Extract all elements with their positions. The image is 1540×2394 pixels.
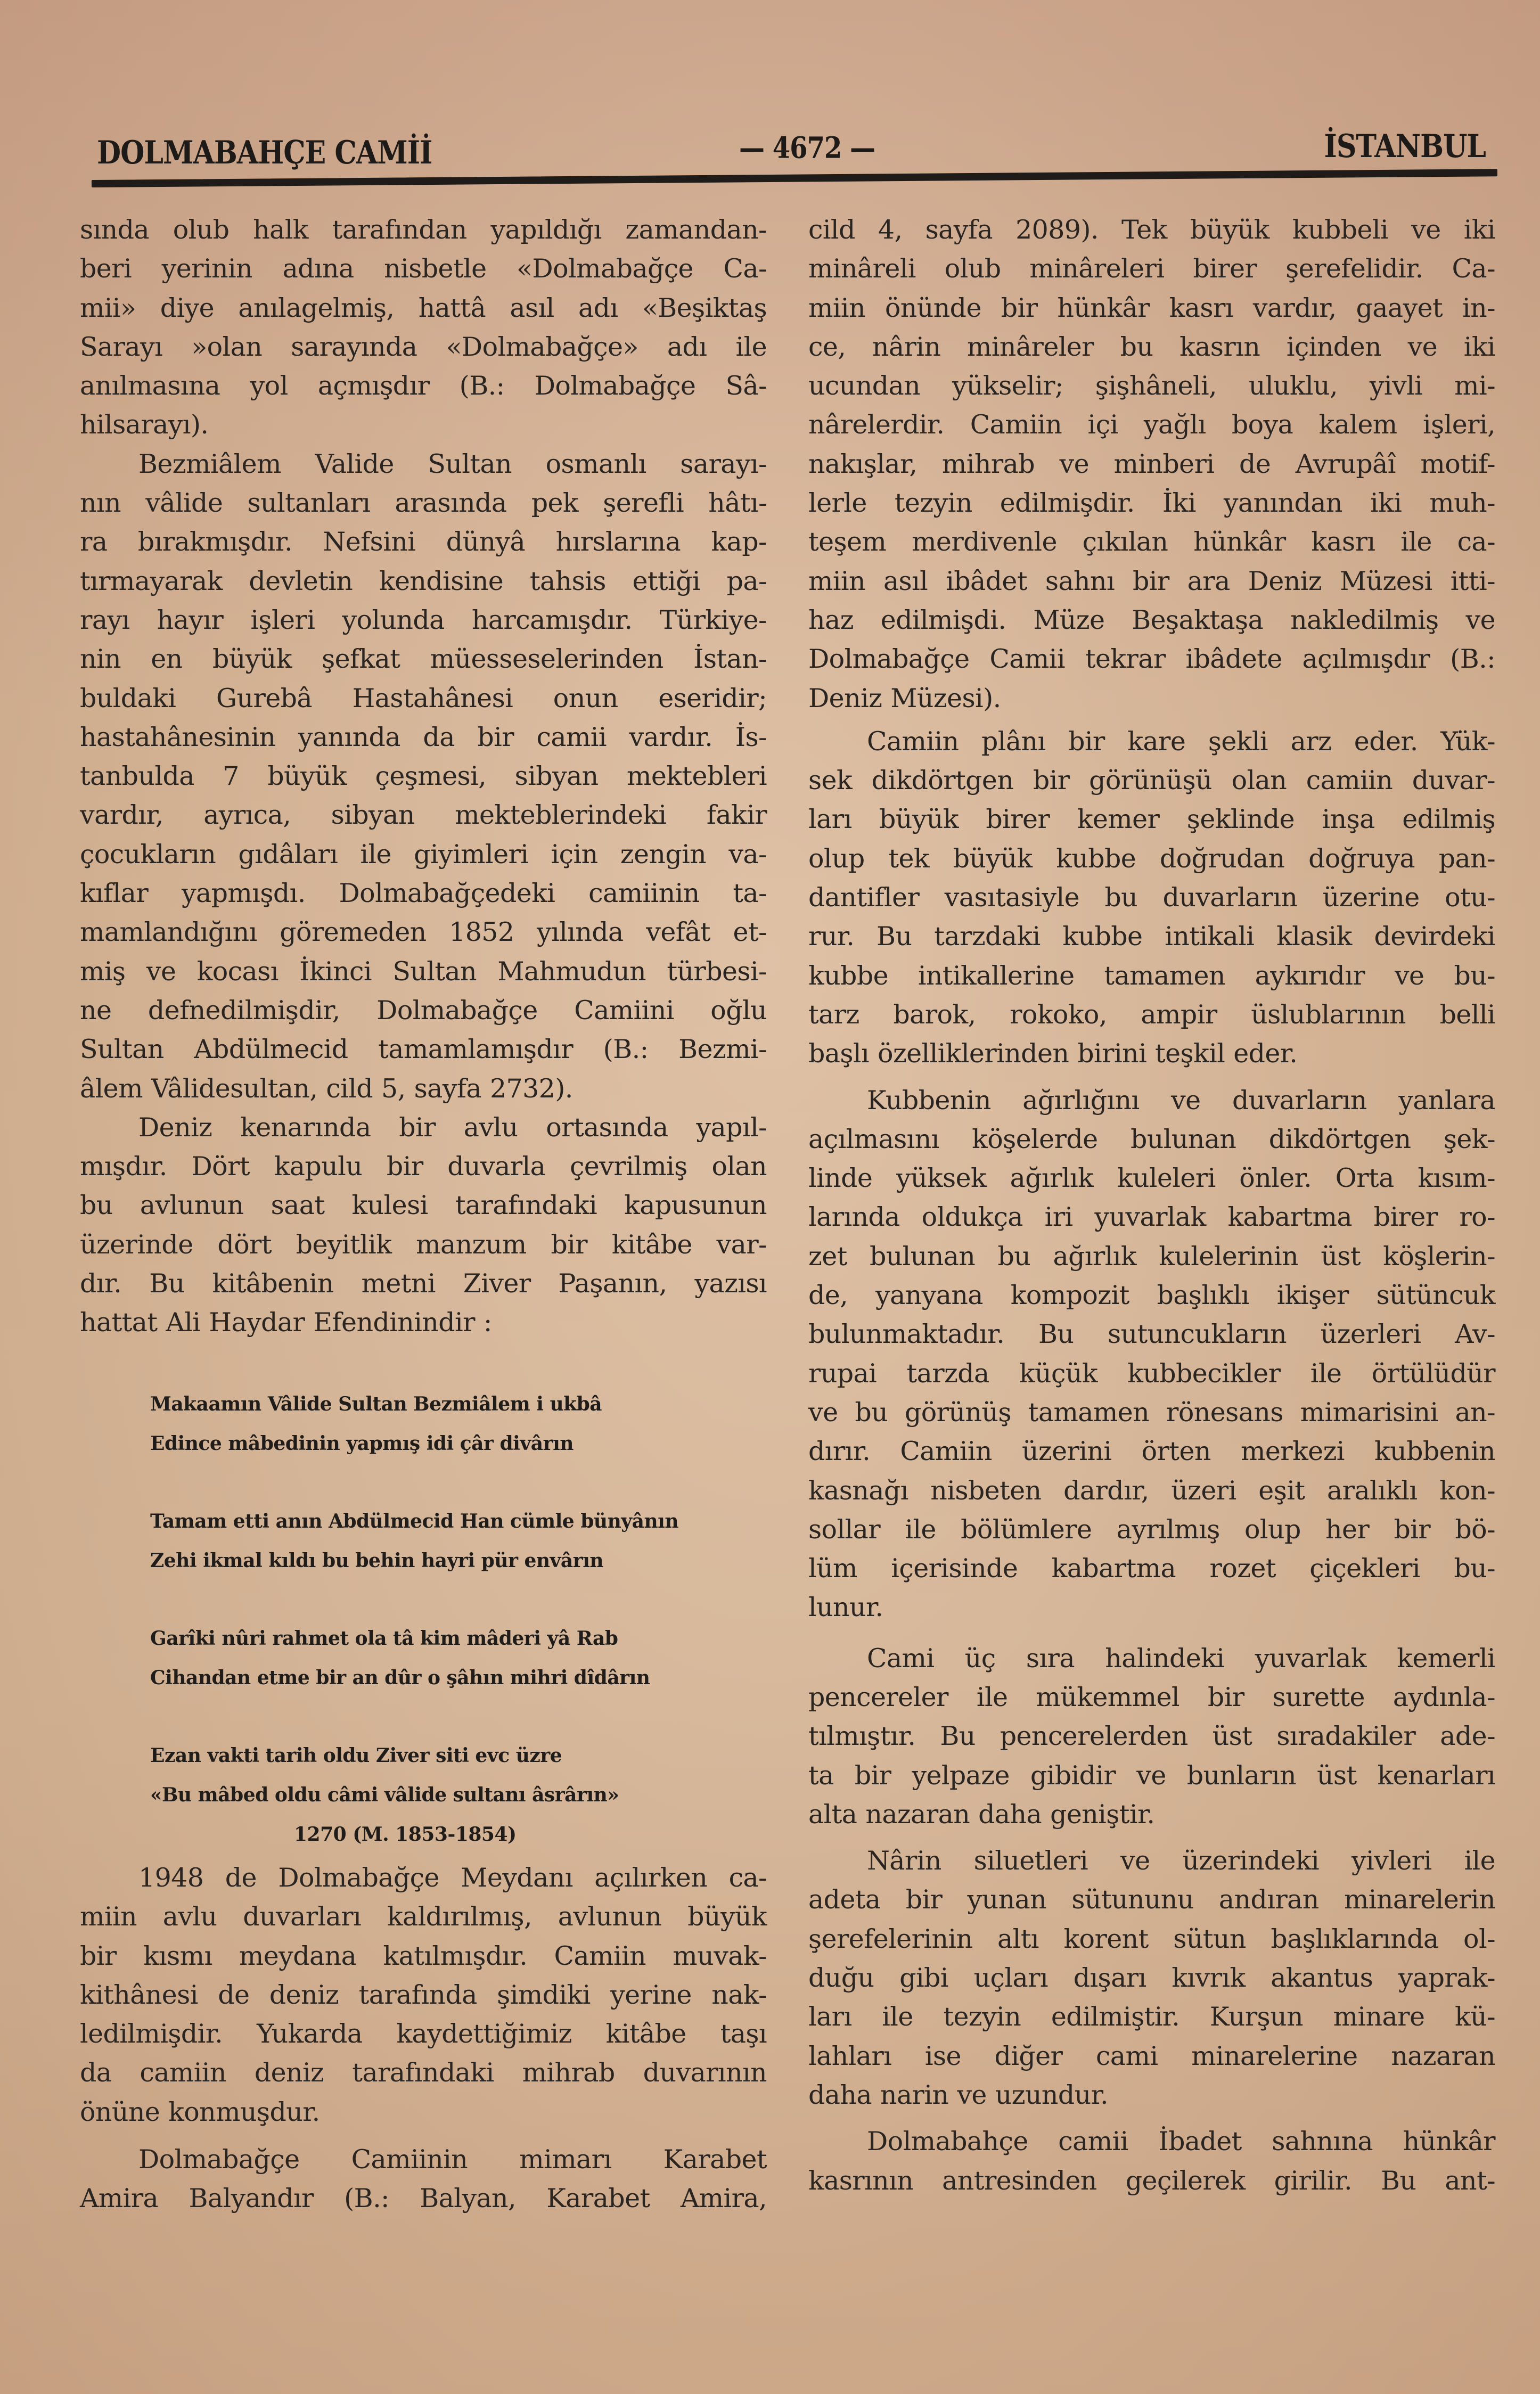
text-line: haz edilmişdi. Müze Beşaktaşa nakledilmiş ve <box>808 604 1495 635</box>
text-line: önüne konmuşdur. <box>80 2096 320 2127</box>
running-header <box>95 128 1496 174</box>
text-line: Deniz kenarında bir avlu ortasında yapıl- <box>138 1112 767 1143</box>
text-line: tılmıştır. Bu pencerelerden üst sıradakiler ade- <box>808 1721 1495 1752</box>
text-line: hilsarayı). <box>80 409 209 440</box>
text-line: açılmasını köşelerde bulunan dikdörtgen şek- <box>808 1124 1495 1154</box>
text-line: nin en büyük şefkat müesseselerinden İstan- <box>80 644 767 675</box>
text-line: linde yüksek ağırlık kuleleri önler. Orta kısım- <box>808 1163 1495 1194</box>
text-line: buldaki Gurebâ Hastahânesi onun eseridir; <box>80 683 767 714</box>
text-line: adeta bir yunan sütununu andıran minarelerin <box>808 1884 1495 1915</box>
right-paragraph-1 <box>808 210 1495 718</box>
text-line: Amira Balyandır (B.: Balyan, Karabet Amira, <box>80 2183 767 2214</box>
text-line: tanbulda 7 büyük çeşmesi, sibyan mektebleri <box>80 761 767 792</box>
inscription-stanza <box>150 1384 763 1463</box>
text-line: Nârin siluetleri ve üzerindeki yivleri ile <box>867 1846 1495 1876</box>
text-line: bu avlunun saat kulesi tarafındaki kapusunun <box>80 1190 767 1221</box>
text-line: mii» diye anılagelmiş, hattâ asıl adı «Beşiktaş <box>80 292 767 323</box>
text-line: kubbe intikallerine tamamen aykırıdır ve bu- <box>808 960 1495 991</box>
right-paragraph-6 <box>808 2122 1495 2200</box>
text-line: da camiin deniz tarafındaki mihrab duvarının <box>80 2057 767 2088</box>
text-line: lüm içerisinde kabartma rozet çiçekleri bu- <box>808 1553 1495 1584</box>
text-line: kasnağı nisbeten dardır, üzeri eşit aralıklı kon- <box>808 1475 1495 1506</box>
text-line: Camiin plânı bir kare şekli arz eder. Yük- <box>867 726 1495 757</box>
right-paragraph-3 <box>808 1081 1495 1627</box>
text-line: kithânesi de deniz tarafında şimdiki yerine nak- <box>80 1979 767 2010</box>
text-line: miin asıl ibâdet sahnı bir ara Deniz Müzesi itti- <box>808 565 1495 596</box>
text-line: olup tek büyük kubbe doğrudan doğruya pan- <box>808 843 1495 874</box>
text-line: hattat Ali Haydar Efendinindir : <box>80 1307 492 1338</box>
text-line: cild 4, sayfa 2089). Tek büyük kubbeli ve iki <box>808 215 1495 245</box>
text-line: minâreli olub minâreleri birer şerefelidir. Ca- <box>808 253 1495 284</box>
inscription-date: 1270 (M. 1853-1854) <box>294 1823 517 1846</box>
left-column-continued <box>80 1858 767 2218</box>
left-paragraph-1 <box>80 210 767 445</box>
verse-line: Ezan vakti tarih oldu Ziver siti evc üzre <box>150 1744 562 1767</box>
text-line: nârelerdir. Camiin içi yağlı boya kalem işleri, <box>808 409 1495 440</box>
page-number: — 4672 — <box>739 131 875 166</box>
text-line: şerefelerinin altı korent sütun başlıklarında ol- <box>808 1923 1495 1954</box>
left-paragraph-3 <box>80 1108 767 1342</box>
text-line: dırır. Camiin üzerini örten merkezi kubbenin <box>808 1436 1495 1467</box>
text-line: Bezmiâlem Valide Sultan osmanlı sarayı- <box>138 448 767 479</box>
verse-line: Makaamın Vâlide Sultan Bezmiâlem i ukbâ <box>150 1393 602 1415</box>
text-line: miin avlu duvarları kaldırılmış, avlunun büyük <box>80 1901 767 1932</box>
text-line: ucundan yükselir; şişhâneli, uluklu, yivli mi- <box>808 371 1495 401</box>
text-line: dantifler vasıtasiyle bu duvarların üzerine otu- <box>808 882 1495 913</box>
text-line: sında olub halk tarafından yapıldığı zamandan- <box>80 215 767 245</box>
text-line: ce, nârin minâreler bu kasrın içinden ve iki <box>808 331 1495 362</box>
text-line: de, yanyana kompozit başlıklı ikişer sütüncuk <box>808 1280 1495 1311</box>
text-line: beri yerinin adına nisbetle «Dolmabağçe Ca- <box>80 253 767 284</box>
text-line: duğu gibi uçları dışarı kıvrık akantus yaprak- <box>808 1963 1495 1994</box>
text-line: mışdır. Dört kapulu bir duvarla çevrilmiş olan <box>80 1151 767 1182</box>
text-line: çocukların gıdâları ile giyimleri için zengin va- <box>80 839 767 870</box>
text-line: lerle tezyin edilmişdir. İki yanından iki muh- <box>808 488 1495 519</box>
text-line: Dolmabağçe Camiinin mimarı Karabet <box>138 2144 767 2175</box>
left-column <box>80 210 767 1342</box>
text-line: Kubbenin ağırlığını ve duvarların yanlara <box>867 1085 1495 1116</box>
text-line: lunur. <box>808 1592 883 1623</box>
text-line: lahları ise diğer cami minarelerine nazaran <box>808 2040 1495 2071</box>
text-line: daha narin ve uzundur. <box>808 2079 1109 2110</box>
text-line: miin önünde bir hünkâr kasrı vardır, gaayet in- <box>808 292 1495 323</box>
text-line: sollar ile bölümlere ayrılmış olup her bir bö- <box>808 1514 1495 1545</box>
text-line: Sarayı »olan sarayında «Dolmabağçe» adı ile <box>80 331 767 362</box>
text-line: alta nazaran daha geniştir. <box>808 1799 1155 1830</box>
inscription-block <box>150 1384 763 1854</box>
text-line: ta bir yelpaze gibidir ve bunların üst kenarları <box>808 1760 1495 1791</box>
text-line: bulunmaktadır. Bu sutuncukların üzerleri Av- <box>808 1319 1495 1350</box>
text-line: vardır, ayrıca, sibyan mekteblerindeki fakir <box>80 800 767 831</box>
text-line: üzerinde dört beyitlik manzum bir kitâbe var- <box>80 1229 767 1260</box>
text-line: âlem Vâlidesultan, cild 5, sayfa 2732). <box>80 1073 573 1104</box>
text-line: dır. Bu kitâbenin metni Ziver Paşanın, yazısı <box>80 1268 767 1299</box>
text-line: rayı hayır işleri yolunda harcamışdır. Türkiye- <box>80 604 767 635</box>
inscription-stanza <box>150 1619 763 1698</box>
text-line: tarz barok, rokoko, ampir üslublarının belli <box>808 999 1495 1030</box>
verse-line: Garîki nûri rahmet ola tâ kim mâderi yâ Rab <box>150 1627 618 1650</box>
right-paragraph-4 <box>808 1639 1495 1834</box>
verse-line: Cihandan etme bir an dûr o şâhın mihri dîdârın <box>150 1667 650 1689</box>
text-line: teşem merdivenle çıkılan hünkâr kasrı ile ca- <box>808 527 1495 557</box>
right-column <box>808 210 1495 2200</box>
text-line: ları büyük birer kemer şeklinde inşa edilmiş <box>808 804 1495 835</box>
text-line: Sultan Abdülmecid tamamlamışdır (B.: Bezmi- <box>80 1034 767 1065</box>
verse-line: Edince mâbedinin yapmış idi çâr divârın <box>150 1432 574 1455</box>
text-line: mamlandığını göremeden 1852 yılında vefât et- <box>80 917 767 948</box>
inscription-stanza <box>150 1502 763 1580</box>
text-line: Dolmabahçe camii İbadet sahnına hünkâr <box>867 2126 1495 2157</box>
inscription-stanza <box>150 1736 763 1815</box>
left-paragraph-5 <box>80 2140 767 2218</box>
text-line: kıflar yapmışdı. Dolmabağçedeki camiinin ta- <box>80 878 767 909</box>
text-line: Dolmabağçe Camii tekrar ibâdete açılmışdır (B.: <box>808 644 1495 675</box>
text-line: ra bırakmışdır. Nefsini dünyâ hırslarına kap- <box>80 527 767 557</box>
header-entry-title: DOLMABAHÇE CAMİİ <box>97 134 432 172</box>
text-line: ları ile tezyin edilmiştir. Kurşun minare kü- <box>808 2002 1495 2032</box>
left-paragraph-2 <box>80 445 767 1108</box>
text-line: nın vâlide sultanları arasında pek şerefli hâtı- <box>80 488 767 519</box>
right-paragraph-2 <box>808 722 1495 1073</box>
text-line: bir kısmı meydana katılmışdır. Camiin muvak- <box>80 1940 767 1971</box>
text-line: ve bu görünüş tamamen rönesans mimarisini an- <box>808 1397 1495 1428</box>
left-paragraph-4 <box>80 1858 767 2131</box>
text-line: ne defnedilmişdir, Dolmabağçe Camiini oğlu <box>80 995 767 1026</box>
text-line: kasrının antresinden geçilerek girilir. Bu ant- <box>808 2165 1495 2196</box>
verse-line: Tamam etti anın Abdülmecid Han cümle bünyânın <box>150 1510 679 1532</box>
right-paragraph-5 <box>808 1841 1495 2114</box>
text-line: hastahânesinin yanında da bir camii vardır. İs- <box>80 722 767 752</box>
verse-line: Zehi ikmal kıldı bu behin hayri pür envârın <box>150 1549 604 1572</box>
text-line: anılmasına yol açmışdır (B.: Dolmabağçe Sâ- <box>80 371 767 401</box>
text-line: miş ve kocası İkinci Sultan Mahmudun türbesi- <box>80 956 767 987</box>
text-line: Deniz Müzesi). <box>808 683 1001 714</box>
text-line: larında oldukça iri yuvarlak kabartma birer ro- <box>808 1202 1495 1233</box>
text-line: zet bulunan bu ağırlık kulelerinin üst köşlerin- <box>808 1241 1495 1272</box>
text-line: rupai tarzda küçük kubbecikler ile örtülüdür <box>808 1358 1495 1389</box>
text-line: nakışlar, mihrab ve minberi de Avrupâî motif- <box>808 448 1495 479</box>
text-line: ledilmişdir. Yukarda kaydettiğimiz kitâbe taşı <box>80 2019 767 2049</box>
text-line: pencereler ile mükemmel bir surette aydınla- <box>808 1682 1495 1712</box>
text-line: başlı özelliklerinden birini teşkil eder. <box>808 1038 1298 1069</box>
verse-line: «Bu mâbed oldu câmi vâlide sultanı âsrârın» <box>150 1784 619 1806</box>
text-line: Cami üç sıra halindeki yuvarlak kemerli <box>867 1643 1495 1674</box>
text-line: tırmayarak devletin kendisine tahsis ettiği pa- <box>80 565 767 596</box>
text-line: 1948 de Dolmabağçe Meydanı açılırken ca- <box>138 1863 767 1893</box>
text-line: rur. Bu tarzdaki kubbe intikali klasik devirdeki <box>808 921 1495 952</box>
text-line: sek dikdörtgen bir görünüşü olan camiin duvar- <box>808 765 1495 796</box>
header-section-title: İSTANBUL <box>1324 128 1486 166</box>
